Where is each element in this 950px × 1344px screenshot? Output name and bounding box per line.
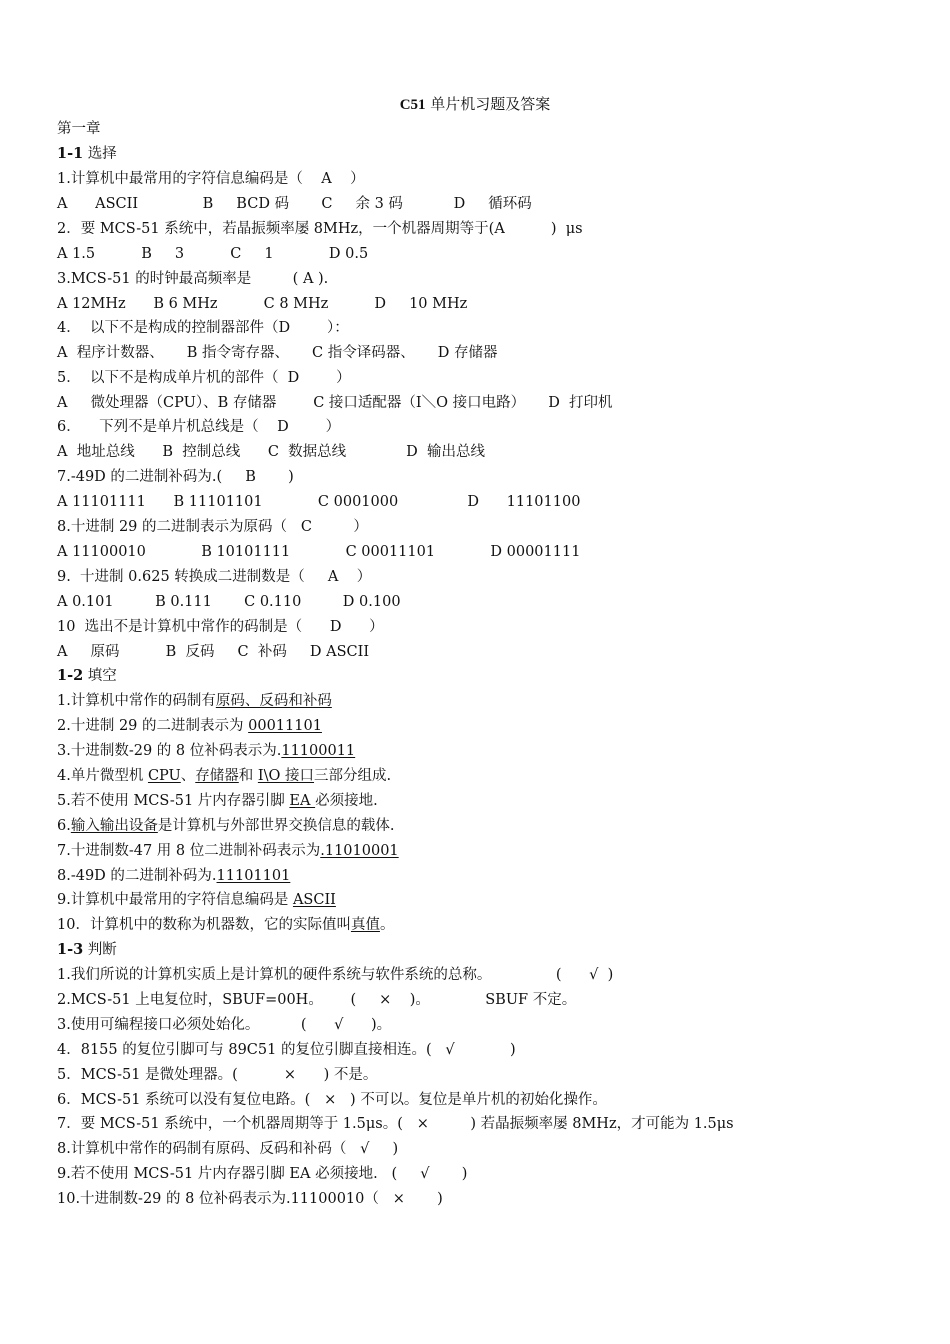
- options-3: A 12MHz B 6 MHz C 8 MHz D 10 MHz: [57, 296, 468, 312]
- fill-4: 4.单片微型机 CPU、存储器和 I\O 接口三部分组成.: [57, 768, 392, 784]
- judge-6: 6．MCS-51 系统可以没有复位电路。( × ) 不可以。复位是单片机的初始化操作。: [57, 1092, 607, 1108]
- options-9: A 0.101 B 0.111 C 0.110 D 0.100: [57, 594, 401, 610]
- question-7: 7.-49D 的二进制补码为.( B ): [57, 469, 294, 485]
- judge-9: 9.若不使用 MCS-51 片内存器引脚 EA 必须接地. ( √ ): [57, 1166, 468, 1182]
- options-2: A 1.5 B 3 C 1 D 0.5: [57, 246, 369, 262]
- options-1: A ASCII B BCD 码 C 余 3 码 D 循环码: [57, 196, 532, 212]
- judge-3: 3.使用可编程接口必须处始化。 ( √ )。: [57, 1017, 392, 1033]
- options-4: A 程序计数器、 B 指令寄存器、 C 指令译码器、 D 存储器: [57, 345, 498, 361]
- question-3: 3.MCS-51 的时钟最高频率是 ( A ).: [57, 271, 329, 287]
- fill-2: 2.十进制 29 的二进制表示为 00011101: [57, 718, 322, 734]
- question-1: 1.计算机中最常用的字符信息编码是（ A ）: [57, 171, 365, 187]
- judge-10: 10.十进制数-29 的 8 位补码表示为.11100010（ × ): [57, 1191, 443, 1207]
- options-6: A 地址总线 B 控制总线 C 数据总线 D 输出总线: [57, 444, 485, 460]
- section-heading-fill: 1-2 填空: [57, 667, 117, 684]
- question-9: 9. 十进制 0.625 转换成二进制数是（ A ）: [57, 569, 372, 585]
- section-heading-choice: 1-1 选择: [57, 145, 117, 162]
- options-7: A 11101111 B 11101101 C 0001000 D 11101100: [57, 494, 581, 510]
- question-6: 6． 下列不是单片机总线是（ D ）: [57, 419, 341, 435]
- title-strong: C51: [399, 97, 426, 113]
- chapter-heading: 第一章: [57, 121, 101, 137]
- fill-1: 1.计算机中常作的码制有原码、反码和补码: [57, 693, 332, 709]
- fill-9: 9.计算机中最常用的字符信息编码是 ASCII: [57, 892, 336, 908]
- options-10: A 原码 B 反码 C 补码 D ASCII: [57, 644, 370, 660]
- judge-8: 8.计算机中常作的码制有原码、反码和补码（ √ ): [57, 1141, 399, 1157]
- fill-8: 8.-49D 的二进制补码为.11101101: [57, 868, 291, 884]
- fill-3: 3.十进制数-29 的 8 位补码表示为.11100011: [57, 743, 356, 759]
- judge-5: 5．MCS-51 是微处理器。( × ) 不是。: [57, 1067, 378, 1083]
- fill-10: 10．计算机中的数称为机器数，它的实际值叫真值。: [57, 917, 395, 933]
- question-10: 10 选出不是计算机中常作的码制是（ D ）: [57, 619, 384, 635]
- judge-4: 4．8155 的复位引脚可与 89C51 的复位引脚直接相连。( √ ): [57, 1042, 516, 1058]
- document-title: [0, 93, 950, 116]
- question-4: 4． 以下不是构成的控制器部件（D ）：: [57, 320, 349, 336]
- fill-6: 6.输入输出设备是计算机与外部世界交换信息的载体.: [57, 818, 395, 834]
- options-8: A 11100010 B 10101111 C 00011101 D 00001111: [57, 544, 581, 560]
- options-5: A 微处理器（CPU）、B 存储器 C 接口适配器（I＼O 接口电路） D 打印机: [57, 395, 613, 411]
- title-rest: 单片机习题及答案: [425, 95, 551, 113]
- question-2: 2．要 MCS-51 系统中，若晶振频率屡 8MHz，一个机器周期等于(A ) μs: [57, 221, 583, 237]
- fill-5: 5.若不使用 MCS-51 片内存器引脚 EA 必须接地.: [57, 793, 378, 809]
- section-heading-judge: 1-3 判断: [57, 941, 117, 958]
- judge-1: 1.我们所说的计算机实质上是计算机的硬件系统与软件系统的总称。 ( √ ): [57, 967, 614, 983]
- judge-2: 2.MCS-51 上电复位时，SBUF=00H。 ( × )。 SBUF 不定。: [57, 992, 577, 1008]
- fill-7: 7.十进制数-47 用 8 位二进制补码表示为.11010001: [57, 843, 399, 859]
- judge-7: 7．要 MCS-51 系统中，一个机器周期等于 1.5μs。( × ) 若晶振频率屡 8MHz，才可能为 1.5μs: [57, 1116, 734, 1132]
- question-5: 5． 以下不是构成单片机的部件（ D ）: [57, 370, 351, 386]
- question-8: 8.十进制 29 的二进制表示为原码（ C ）: [57, 519, 368, 535]
